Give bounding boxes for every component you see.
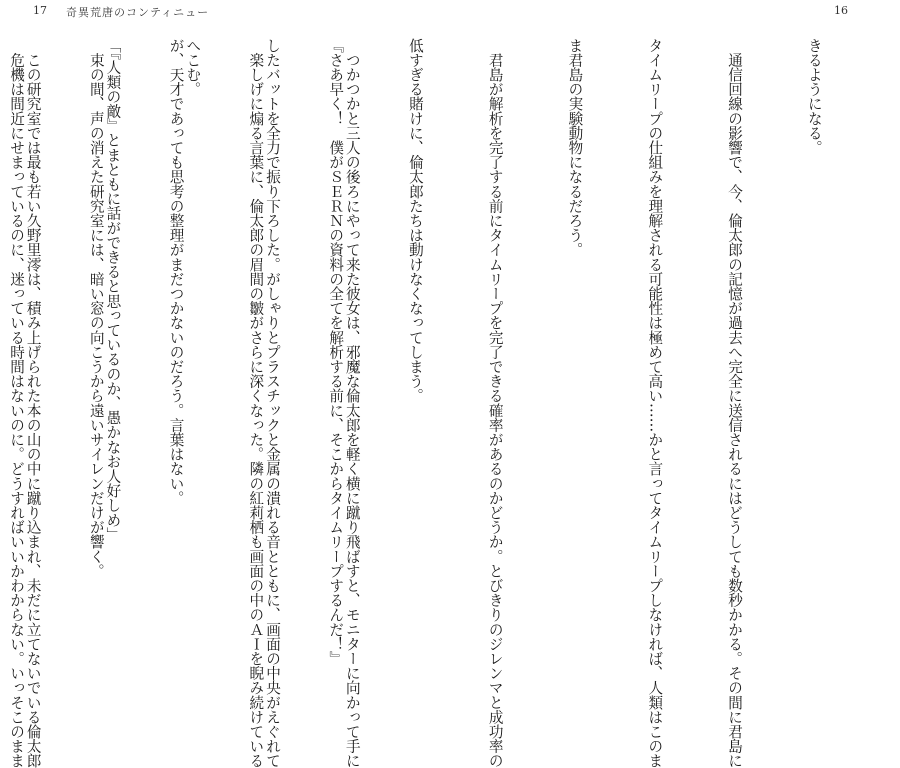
- text-line: 低すぎる賭けに、倫太郎たちは動けなくなってしまう。: [406, 38, 424, 403]
- right-page-number: 16: [834, 4, 848, 17]
- text-line: 「『人類の敵』とまともに話ができると思っているのか、愚かなお人好しめ」: [104, 38, 122, 542]
- text-line: ま君島の実験動物になるだろう。: [566, 38, 584, 257]
- text-line: したバットを全力で振り下ろした。がしゃりとプラスチックと金属の潰れる音とともに、画面の中央がえぐれて: [264, 38, 282, 768]
- text-line: が、天才であっても思考の整理がまだつかないのだろう。言葉はない。: [167, 38, 185, 506]
- text-line: 束の間、声の消えた研究室には、暗い窓の向こうから遠いサイレンだけが響く。: [87, 38, 105, 579]
- text-line: へこむ。: [184, 38, 202, 97]
- text-line: 『さあ早く！ 僕がＳＥＲＮの資料の全てを解析する前に、そこからタイムリープするんだ！』: [327, 38, 345, 666]
- text-line: 通信回線の影響で、今、倫太郎の記憶が過去へ完全に送信されるにはどうしても数秒かかる。その間に君島に: [726, 38, 744, 768]
- text-line: 楽しげに煽る言葉に、倫太郎の眉間の皺がさらに深くなった。隣の紅莉栖も画面の中のＡＩを睨み続けている: [247, 38, 265, 768]
- left-page-number: 17: [33, 4, 47, 17]
- running-title: 奇異荒唐のコンティニュー: [66, 6, 210, 19]
- text-line: つかつかと三人の後ろにやって来た彼女は、邪魔な倫太郎を軽く横に蹴り飛ばすと、モニターに向かって手に: [343, 38, 361, 768]
- text-line: タイムリープの仕組みを理解される可能性は極めて高い……かと言ってタイムリープしなければ、人類はこのま: [646, 38, 664, 768]
- text-line: 君島が解析を完了する前にタイムリープを完了できる確率があるのかどうか。とびきりのジレンマと成功率の: [486, 38, 504, 768]
- text-line: きるようになる。: [805, 38, 823, 155]
- text-line: この研究室では最も若い久野里澪は、積み上げられた本の山の中に蹴り込まれ、未だに立てないでいる倫太郎: [24, 38, 42, 768]
- text-line: 危機は間近にせまっているのに、迷っている時間はないのに。どうすればいいかわからない。いっそこのまま: [8, 38, 25, 768]
